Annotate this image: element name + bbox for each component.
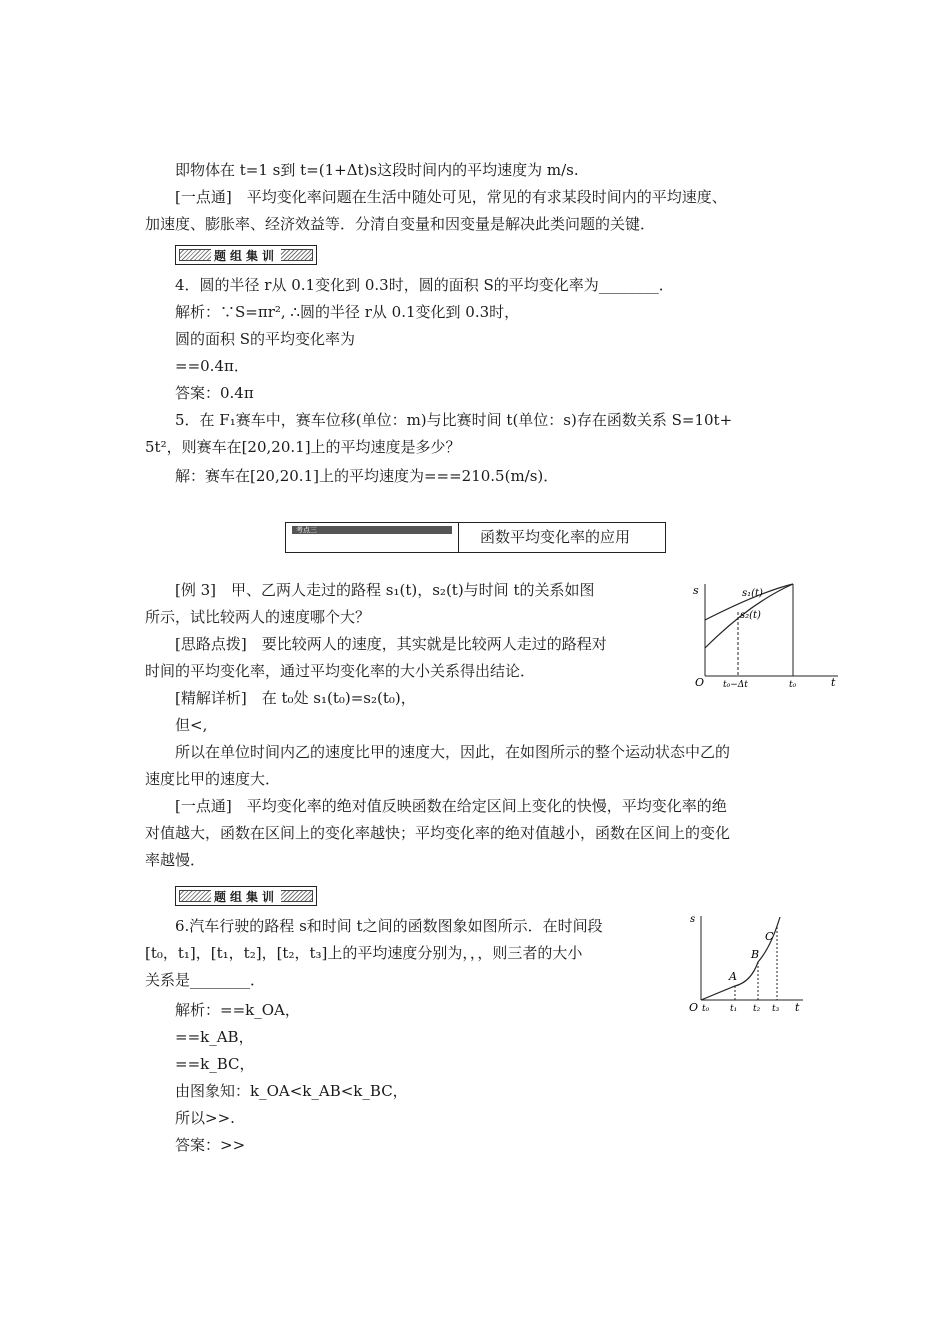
q6-step-2: ==k_AB， [175,1028,254,1046]
line-avg-speed: 即物体在 t=1 s到 t=(1+Δt)s这段时间内的平均速度为 m/s. [175,161,579,179]
banner-tizu-2: 题组集训 [175,886,317,906]
x-label: t [831,676,836,689]
origin-label: O [689,1001,699,1014]
point-a: A [729,970,737,983]
note-yidiantong-1b: 加速度、膨胀率、经济效益等．分清自变量和因变量是解决此类问题的关键． [145,215,656,233]
q4-answer: 答案：0.4π [175,384,254,402]
question-6a: 6.汽车行驶的路程 s和时间 t之间的函数图象如图所示．在时间段 [175,917,603,935]
tick-t0: t₀ [702,1004,710,1014]
example-3-hint-a: [思路点拨] 要比较两人的速度，其实就是比较两人走过的路程对 [175,635,607,653]
q4-step-2: 圆的面积 S的平均变化率为 [175,330,356,348]
q5-solution: 解：赛车在[20,20.1]上的平均速度为===210.5(m/s)． [175,467,559,485]
x-label: t [795,1001,800,1014]
tick-t2: t₂ [753,1004,761,1014]
tick-t1: t₁ [730,1004,738,1014]
q6-analysis: 解析：==k_OA， [175,1001,300,1019]
note-yidiantong-2b: 对值越大，函数在区间上的变化率越快；平均变化率的绝对值越小，函数在区间上的变化 [145,824,731,842]
example-3-solution-a: [精解详析] 在 t₀处 s₁(t₀)=s₂(t₀)， [175,689,416,707]
example-3-solution-d: 速度比甲的速度大． [145,770,281,788]
note-yidiantong-2a: [一点通] 平均变化率的绝对值反映函数在给定区间上变化的快慢，平均变化率的绝 [175,797,727,815]
q4-step-3: ==0.4π． [175,357,249,375]
y-label: s [693,584,699,597]
label-s1: s₁(t) [742,588,763,599]
q4-analysis: 解析：∵S=πr², ∴圆的半径 r从 0.1变化到 0.3时， [175,303,520,321]
q6-step-3: ==k_BC， [175,1055,255,1073]
kaodian-title: 函数平均变化率的应用 [480,528,631,546]
example-3b: 所示，试比较两人的速度哪个大？ [145,608,371,626]
tick-t0: t₀ [789,680,797,690]
example-3a: [例 3] 甲、乙两人走过的路程 s₁(t)，s₂(t)与时间 t的关系如图 [175,581,595,599]
point-c: C [765,930,774,943]
tick-t3: t₃ [772,1004,780,1014]
note-yidiantong-1a: [一点通] 平均变化率问题在生活中随处可见，常见的有求某段时间内的平均速度、 [175,188,727,206]
kaodian-tag: 考点三 [292,526,452,534]
tick-t0-minus-dt: t₀−Δt [723,680,748,690]
q6-step-4: 由图象知：k_OA<k_AB<k_BC， [175,1082,408,1100]
y-label: s [690,914,696,925]
question-4: 4．圆的半径 r从 0.1变化到 0.3时，圆的面积 S的平均变化率为________． [175,276,674,294]
question-6c: 关系是________． [145,971,266,989]
q6-answer: 答案：>> [175,1136,246,1154]
figure-s-t-graph [683,912,808,1017]
note-yidiantong-2c: 率越慢． [145,851,206,869]
question-5b: 5t²，则赛车在[20,20.1]上的平均速度是多少？ [145,438,461,456]
point-b: B [751,948,760,961]
example-3-solution-b: 但<, [175,716,208,734]
example-3-hint-b: 时间的平均变化率，通过平均变化率的大小关系得出结论． [145,662,536,680]
kaodian-header [285,522,666,553]
figure-s1-s2-graph [690,578,840,690]
banner-tizu-1: 题组集训 [175,245,317,265]
example-3-solution-c: 所以在单位时间内乙的速度比甲的速度大，因此，在如图所示的整个运动状态中乙的 [175,743,731,761]
question-6b: [t₀，t₁]，[t₁，t₂]，[t₂，t₃]上的平均速度分别为，，，则三者的大小 [145,944,583,962]
q6-step-5: 所以>>. [175,1109,235,1127]
question-5a: 5．在 F₁赛车中，赛车位移(单位：m)与比赛时间 t(单位：s)存在函数关系 S=10t+ [175,411,733,429]
label-s2: s₂(t) [740,610,761,621]
origin-label: O [695,676,705,689]
